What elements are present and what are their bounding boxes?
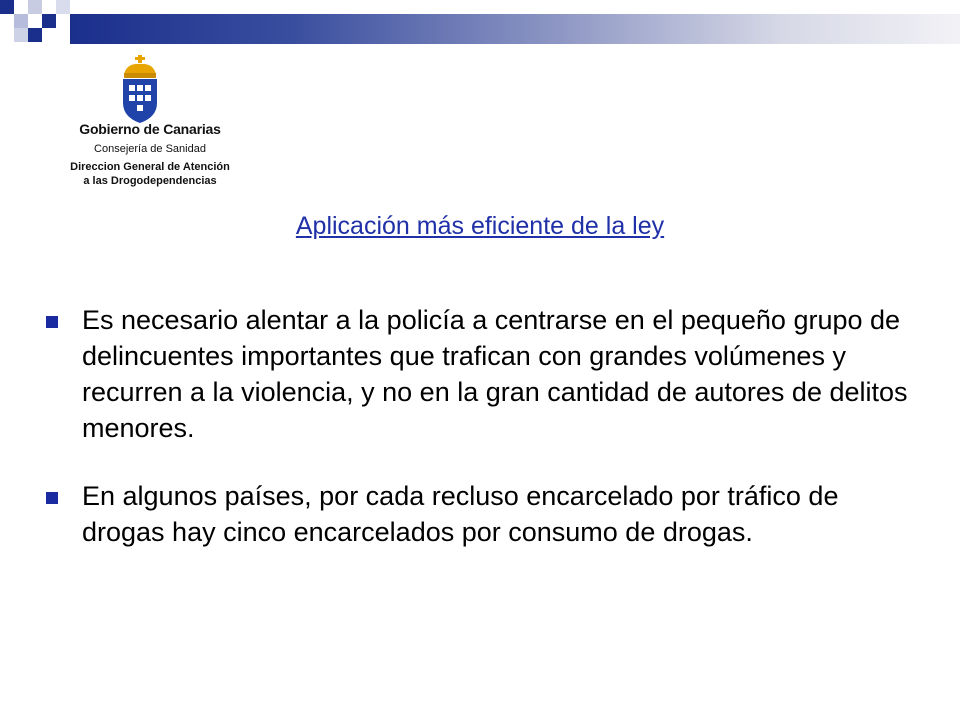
bullet-item bbox=[46, 478, 926, 550]
decor-square bbox=[28, 0, 42, 14]
decor-square bbox=[0, 0, 14, 14]
decor-square bbox=[14, 28, 28, 42]
decor-square bbox=[14, 14, 28, 28]
slide-title: Aplicación más eficiente de la ley bbox=[295, 212, 665, 240]
decor-square bbox=[28, 28, 42, 42]
bullet-text: Es necesario alentar a la policía a centrarse en el pequeño grupo de delincuentes importantes que trafican con grandes volúmenes y recurren a la violencia, y no en la gran cantidad de autores de delitos menores. bbox=[82, 305, 908, 443]
coat-of-arms-icon bbox=[118, 55, 162, 125]
bullet-square-icon bbox=[46, 316, 58, 328]
decor-square bbox=[56, 0, 70, 14]
bullet-square-icon bbox=[46, 492, 58, 504]
logo-organization: Gobierno de Canarias bbox=[79, 121, 221, 137]
bullet-item bbox=[46, 302, 926, 446]
logo bbox=[40, 55, 260, 195]
bullet-text: En algunos países, por cada recluso encarcelado por tráfico de drogas hay cinco encarcelados por consumo de drogas. bbox=[82, 481, 839, 547]
header-gradient-bar bbox=[70, 14, 960, 44]
logo-department: Consejería de Sanidad bbox=[94, 143, 206, 155]
logo-division-line1: Direccion General de Atención bbox=[70, 161, 230, 173]
decor-square bbox=[42, 14, 56, 28]
logo-division-line2: a las Drogodependencias bbox=[83, 175, 217, 187]
bullet-list bbox=[46, 302, 926, 582]
